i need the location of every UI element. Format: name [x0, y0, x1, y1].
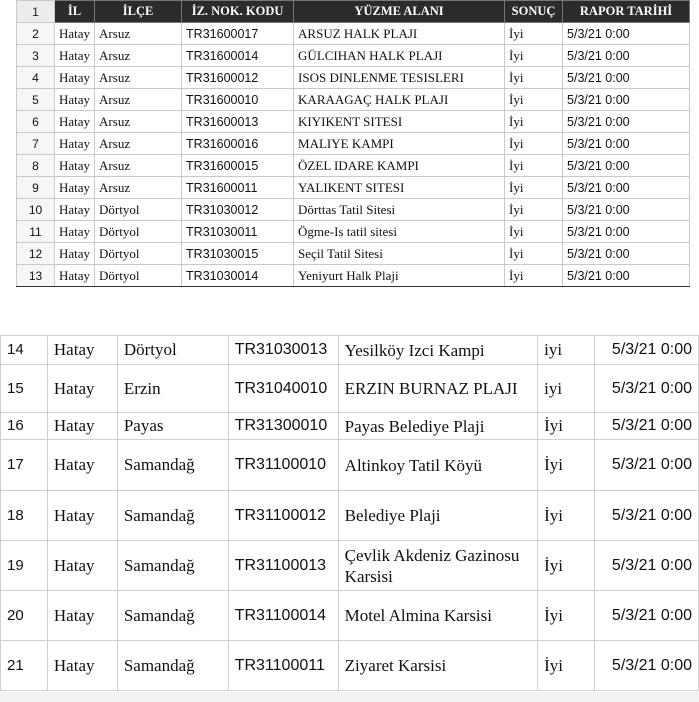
sonuc-cell: iyi [538, 365, 595, 413]
row-number: 14 [1, 336, 48, 365]
il-cell: Hatay [47, 413, 117, 440]
il-cell: Hatay [55, 23, 95, 45]
page-gap [0, 287, 699, 335]
rapor-tarihi-cell: 5/3/21 0:00 [595, 541, 699, 591]
kod-cell: TR31600012 [182, 67, 294, 89]
il-cell: Hatay [55, 265, 95, 287]
kod-cell: TR31100012 [228, 491, 338, 541]
header-kod: İZ. NOK. KODU [182, 1, 294, 23]
yuzme-alani-cell: ARSUZ HALK PLAJI [294, 23, 505, 45]
yuzme-alani-cell: Ziyaret Karsisi [338, 641, 537, 691]
kod-cell: TR31600013 [182, 111, 294, 133]
il-cell: Hatay [55, 111, 95, 133]
ilce-cell: Dörtyol [95, 199, 182, 221]
row-number: 19 [1, 541, 48, 591]
sonuc-cell: İyi [505, 199, 563, 221]
kod-cell: TR31030014 [182, 265, 294, 287]
sonuc-cell: İyi [505, 155, 563, 177]
rapor-tarihi-cell: 5/3/21 0:00 [563, 243, 690, 265]
kod-cell: TR31030011 [182, 221, 294, 243]
il-cell: Hatay [55, 221, 95, 243]
row-number: 7 [17, 133, 55, 155]
kod-cell: TR31040010 [228, 365, 338, 413]
rapor-tarihi-cell: 5/3/21 0:00 [595, 641, 699, 691]
yuzme-alani-cell: Payas Belediye Plaji [338, 413, 537, 440]
row-number: 18 [1, 491, 48, 541]
row-number: 16 [1, 413, 48, 440]
ilce-cell: Samandağ [117, 491, 228, 541]
sonuc-cell: İyi [538, 591, 595, 641]
sonuc-cell: İyi [505, 89, 563, 111]
row-number: 12 [17, 243, 55, 265]
kod-cell: TR31600015 [182, 155, 294, 177]
rapor-tarihi-cell: 5/3/21 0:00 [563, 265, 690, 287]
sonuc-cell: İyi [538, 491, 595, 541]
yuzme-alani-cell: Dörttas Tatil Sitesi [294, 199, 505, 221]
header-row [17, 1, 690, 23]
header-rapor-tarihi: RAPOR TARİHİ [563, 1, 690, 23]
rapor-tarihi-cell: 5/3/21 0:00 [563, 67, 690, 89]
row-number: 15 [1, 365, 48, 413]
il-cell: Hatay [47, 491, 117, 541]
rapor-tarihi-cell: 5/3/21 0:00 [595, 591, 699, 641]
ilce-cell: Samandağ [117, 440, 228, 491]
il-cell: Hatay [55, 155, 95, 177]
yuzme-alani-cell: Altinkoy Tatil Köyü [338, 440, 537, 491]
row-number: 20 [1, 591, 48, 641]
sonuc-cell: İyi [505, 265, 563, 287]
beach-report-table-bottom [0, 335, 699, 691]
sonuc-cell: İyi [505, 243, 563, 265]
kod-cell: TR31600010 [182, 89, 294, 111]
header-ilce: İLÇE [95, 1, 182, 23]
ilce-cell: Samandağ [117, 591, 228, 641]
kod-cell: TR31100011 [228, 641, 338, 691]
yuzme-alani-cell: Motel Almina Karsisi [338, 591, 537, 641]
rapor-tarihi-cell: 5/3/21 0:00 [595, 440, 699, 491]
kod-cell: TR31100013 [228, 541, 338, 591]
rapor-tarihi-cell: 5/3/21 0:00 [563, 155, 690, 177]
il-cell: Hatay [47, 336, 117, 365]
header-sonuc: SONUÇ [505, 1, 563, 23]
yuzme-alani-cell: ISOS DINLENME TESISLERI [294, 67, 505, 89]
yuzme-alani-cell: Yeniyurt Halk Plaji [294, 265, 505, 287]
table-row [1, 365, 699, 413]
kod-cell: TR31030015 [182, 243, 294, 265]
table-row [1, 641, 699, 691]
header-yuzme-alani: YÜZME ALANI [294, 1, 505, 23]
yuzme-alani-cell: Seçil Tatil Sitesi [294, 243, 505, 265]
row-number: 4 [17, 67, 55, 89]
sonuc-cell: İyi [505, 45, 563, 67]
table-row [17, 67, 690, 89]
il-cell: Hatay [55, 89, 95, 111]
rapor-tarihi-cell: 5/3/21 0:00 [563, 45, 690, 67]
ilce-cell: Samandağ [117, 641, 228, 691]
ilce-cell: Payas [117, 413, 228, 440]
table-row [1, 541, 699, 591]
sonuc-cell: İyi [505, 133, 563, 155]
rapor-tarihi-cell: 5/3/21 0:00 [563, 133, 690, 155]
sonuc-cell: İyi [505, 177, 563, 199]
sonuc-cell: İyi [505, 23, 563, 45]
page-bottom-edge [0, 692, 699, 702]
ilce-cell: Dörtyol [95, 221, 182, 243]
kod-cell: TR31100010 [228, 440, 338, 491]
table-row [17, 155, 690, 177]
yuzme-alani-cell: Yesilköy Izci Kampi [338, 336, 537, 365]
rapor-tarihi-cell: 5/3/21 0:00 [563, 23, 690, 45]
yuzme-alani-cell: MALIYE KAMPI [294, 133, 505, 155]
row-number: 21 [1, 641, 48, 691]
il-cell: Hatay [47, 641, 117, 691]
il-cell: Hatay [47, 541, 117, 591]
ilce-cell: Dörtyol [95, 243, 182, 265]
il-cell: Hatay [55, 199, 95, 221]
sonuc-cell: İyi [505, 111, 563, 133]
ilce-cell: Erzin [117, 365, 228, 413]
sonuc-cell: İyi [538, 413, 595, 440]
row-number: 11 [17, 221, 55, 243]
kod-cell: TR31030013 [228, 336, 338, 365]
row-number: 13 [17, 265, 55, 287]
rapor-tarihi-cell: 5/3/21 0:00 [595, 491, 699, 541]
ilce-cell: Arsuz [95, 177, 182, 199]
table-row [17, 111, 690, 133]
row-number: 5 [17, 89, 55, 111]
ilce-cell: Arsuz [95, 45, 182, 67]
sonuc-cell: İyi [505, 67, 563, 89]
yuzme-alani-cell: Çevlik Akdeniz Gazinosu Karsisi [338, 541, 537, 591]
ilce-cell: Dörtyol [95, 265, 182, 287]
yuzme-alani-cell: KARAAGAÇ HALK PLAJI [294, 89, 505, 111]
kod-cell: TR31600017 [182, 23, 294, 45]
sonuc-cell: İyi [538, 541, 595, 591]
table-row [17, 221, 690, 243]
table-row [17, 45, 690, 67]
table-row [17, 265, 690, 287]
kod-cell: TR31600014 [182, 45, 294, 67]
row-number: 2 [17, 23, 55, 45]
row-number: 9 [17, 177, 55, 199]
yuzme-alani-cell: GÜLCIHAN HALK PLAJI [294, 45, 505, 67]
kod-cell: TR31030012 [182, 199, 294, 221]
ilce-cell: Arsuz [95, 133, 182, 155]
ilce-cell: Arsuz [95, 23, 182, 45]
row-number: 17 [1, 440, 48, 491]
sonuc-cell: İyi [505, 221, 563, 243]
beach-report-table-top [16, 0, 690, 287]
table-row [1, 336, 699, 365]
header-il: İL [55, 1, 95, 23]
rapor-tarihi-cell: 5/3/21 0:00 [595, 336, 699, 365]
ilce-cell: Dörtyol [117, 336, 228, 365]
sonuc-cell: iyi [538, 336, 595, 365]
il-cell: Hatay [55, 67, 95, 89]
il-cell: Hatay [47, 365, 117, 413]
table-row [17, 23, 690, 45]
row-number: 3 [17, 45, 55, 67]
il-cell: Hatay [55, 243, 95, 265]
table-row [1, 440, 699, 491]
rapor-tarihi-cell: 5/3/21 0:00 [563, 177, 690, 199]
table-row [17, 199, 690, 221]
kod-cell: TR31100014 [228, 591, 338, 641]
yuzme-alani-cell: Belediye Plaji [338, 491, 537, 541]
il-cell: Hatay [47, 591, 117, 641]
rapor-tarihi-cell: 5/3/21 0:00 [563, 111, 690, 133]
sonuc-cell: İyi [538, 440, 595, 491]
table-row [1, 491, 699, 541]
rapor-tarihi-cell: 5/3/21 0:00 [563, 221, 690, 243]
ilce-cell: Arsuz [95, 155, 182, 177]
row-number: 8 [17, 155, 55, 177]
table-row [1, 591, 699, 641]
yuzme-alani-cell: YALIKENT SITESI [294, 177, 505, 199]
rapor-tarihi-cell: 5/3/21 0:00 [563, 89, 690, 111]
yuzme-alani-cell: ERZIN BURNAZ PLAJI [338, 365, 537, 413]
row-number: 6 [17, 111, 55, 133]
il-cell: Hatay [55, 177, 95, 199]
row-number: 10 [17, 199, 55, 221]
table-row [17, 89, 690, 111]
kod-cell: TR31600016 [182, 133, 294, 155]
table-row [17, 243, 690, 265]
yuzme-alani-cell: KIYIKENT SITESI [294, 111, 505, 133]
ilce-cell: Arsuz [95, 111, 182, 133]
sonuc-cell: İyi [538, 641, 595, 691]
kod-cell: TR31300010 [228, 413, 338, 440]
table-row [17, 133, 690, 155]
table-row [17, 177, 690, 199]
ilce-cell: Arsuz [95, 89, 182, 111]
rapor-tarihi-cell: 5/3/21 0:00 [595, 365, 699, 413]
il-cell: Hatay [47, 440, 117, 491]
yuzme-alani-cell: Ögme-Is tatil sitesi [294, 221, 505, 243]
kod-cell: TR31600011 [182, 177, 294, 199]
ilce-cell: Samandağ [117, 541, 228, 591]
table-row [1, 413, 699, 440]
il-cell: Hatay [55, 45, 95, 67]
ilce-cell: Arsuz [95, 67, 182, 89]
yuzme-alani-cell: ÖZEL IDARE KAMPI [294, 155, 505, 177]
il-cell: Hatay [55, 133, 95, 155]
rapor-tarihi-cell: 5/3/21 0:00 [595, 413, 699, 440]
header-row-number: 1 [17, 1, 55, 23]
rapor-tarihi-cell: 5/3/21 0:00 [563, 199, 690, 221]
